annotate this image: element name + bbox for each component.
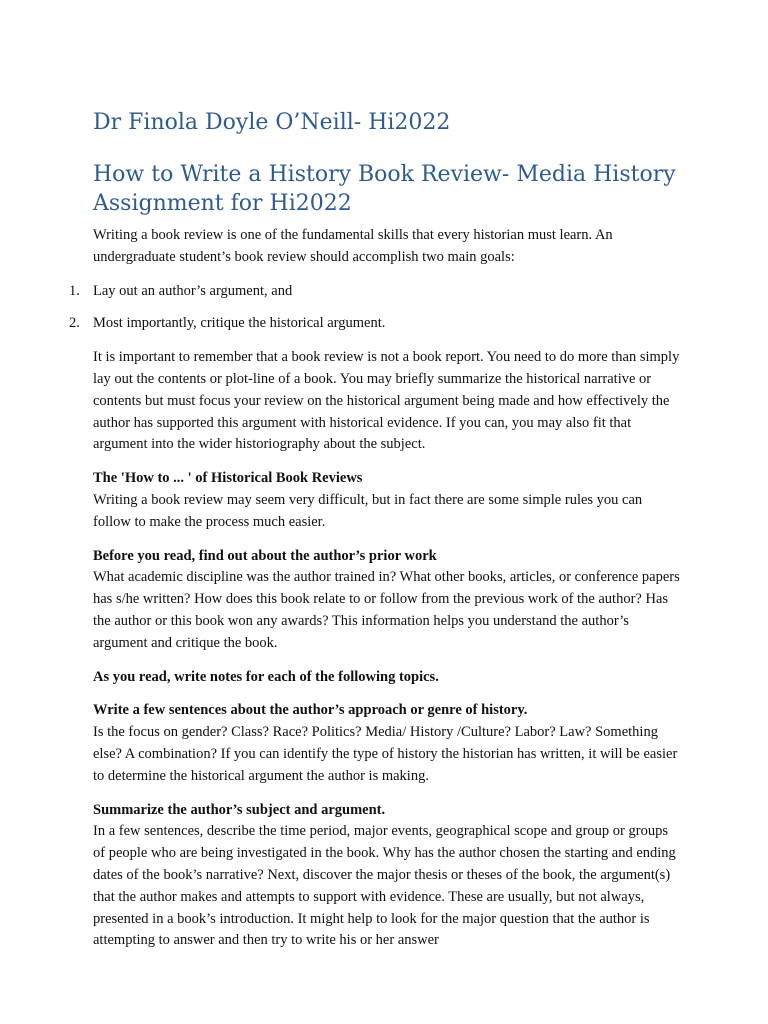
section-heading: As you read, write notes for each of the following topics. <box>93 668 439 685</box>
section-heading: Write a few sentences about the author’s approach or genre of history. <box>93 702 528 719</box>
body-paragraph: It is important to remember that a book review is not a book report. You need to do more than simply lay out the contents or plot-line of a book. You may briefly summarize the historical narrative or contents but must focus your review on the historical argument being made and how effectively the author has supported this argument with historical evidence. If you can, you may also fit that argument into the wider historiography about the subject. <box>93 349 680 453</box>
section-as-you-read <box>93 667 683 689</box>
section-heading: Summarize the author’s subject and argument. <box>93 801 386 818</box>
goals-list <box>0 281 683 336</box>
list-item-text: Lay out an author’s argument, and <box>93 282 293 299</box>
section-how-to <box>93 468 683 533</box>
list-item <box>0 313 683 335</box>
intro-paragraph: Writing a book review is one of the fundamental skills that every historian must learn. An undergraduate student’s book review should accomplish two main goals: <box>93 227 613 265</box>
section-approach <box>93 700 683 787</box>
section-heading: Before you read, find out about the author’s prior work <box>93 547 437 564</box>
section-text: What academic discipline was the author trained in? What other books, articles, or conference papers has s/he written? How does this book relate to or follow from the previous work of the author? Has the author or this book won any awards? This information helps you understand the author’s argument and critique the book. <box>93 569 680 651</box>
section-heading: The 'How to ... ' of Historical Book Reviews <box>93 470 363 487</box>
section-text: In a few sentences, describe the time period, major events, geographical scope and group or groups of people who are being investigated in the book. Why has the author chosen the starting and ending dates of the book’s narrative? Next, discover the major thesis or theses of the book, the argument(s) that the author makes and attempts to support with evidence. These are usually, but not always, presented in a book’s introduction. It might help to look for the major question that the author is attempting to answer and then try to write his or her answer <box>93 823 676 949</box>
section-summarize <box>93 800 683 953</box>
section-before-you-read <box>93 546 683 655</box>
author-heading: Dr Finola Doyle O’Neill- Hi2022 <box>93 110 451 135</box>
list-number: 1. <box>69 282 80 299</box>
list-number: 2. <box>69 315 80 332</box>
section-text: Writing a book review may seem very difficult, but in fact there are some simple rules you can follow to make the process much easier. <box>93 491 643 530</box>
document-title: How to Write a History Book Review- Media History Assignment for Hi2022 <box>93 162 676 216</box>
section-text: Is the focus on gender? Class? Race? Politics? Media/ History /Culture? Labor? Law? Something else? A combination? If you can identify the type of history the historian has written, it will be easier to determine the historical argument the author is making. <box>93 724 678 784</box>
list-item-text: Most importantly, critique the historical argument. <box>93 315 386 332</box>
list-item <box>0 281 683 303</box>
document-body <box>69 225 683 964</box>
